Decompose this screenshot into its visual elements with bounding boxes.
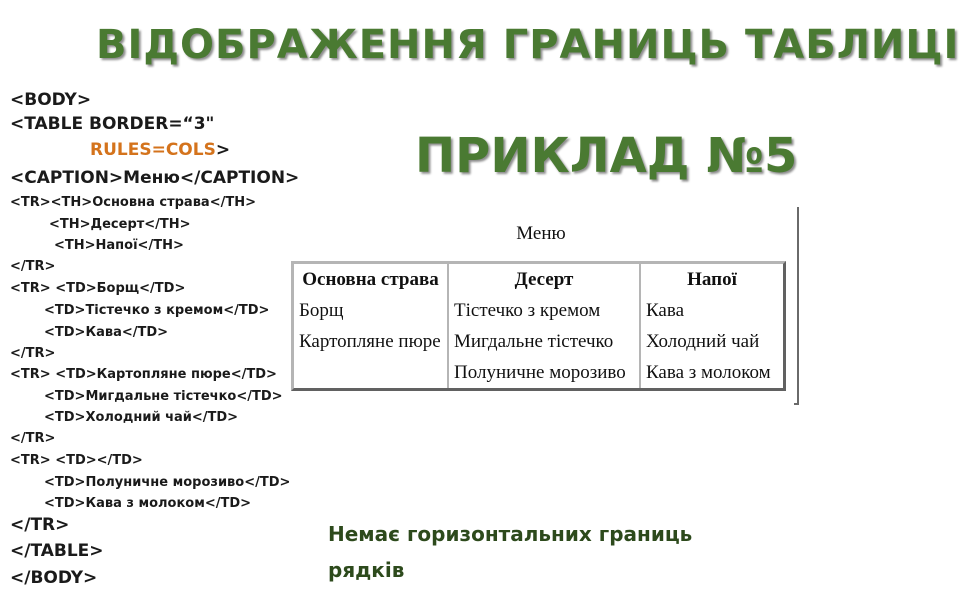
code-line: <TD>Тістечко з кремом</TD>	[44, 303, 270, 318]
code-line: </BODY>	[10, 568, 98, 588]
code-line: <TR> <TD>Борщ</TD>	[10, 281, 186, 296]
code-line: <TD>Полуничне морозиво</TD>	[44, 475, 291, 490]
code-line: <TD>Мигдальне тістечко</TD>	[44, 389, 283, 404]
table-row	[294, 357, 783, 388]
code-line: <TH>Напої</TH>	[54, 238, 184, 253]
column-header: Десерт	[449, 264, 641, 295]
code-line: <TR> <TD></TD>	[10, 453, 143, 468]
table-cell: Кава з молоком	[646, 361, 771, 383]
code-line: <TD>Холодний чай</TD>	[44, 410, 239, 425]
code-line: </TR>	[10, 346, 56, 361]
code-line: </TR>	[10, 515, 70, 535]
code-line: </TR>	[10, 431, 56, 446]
column-header: Напої	[687, 268, 737, 290]
slide-title: ВІДОБРАЖЕННЯ ГРАНИЦЬ ТАБЛИЦІ	[96, 22, 959, 68]
table-cell: Холодний чай	[646, 330, 760, 352]
code-line: <TH>Десерт</TH>	[49, 217, 191, 232]
table-cell: Кава	[646, 299, 685, 321]
code-line: <TABLE BORDER=“3"	[10, 114, 215, 134]
code-line: <TD>Кава</TD>	[44, 325, 169, 340]
code-bracket: >	[215, 140, 231, 160]
table-cell: Полуничне морозиво	[449, 357, 641, 388]
table-header-row	[294, 264, 783, 295]
table-cell: Мигдальне тістечко	[449, 326, 641, 357]
code-line	[90, 140, 230, 160]
menu-table	[291, 261, 786, 391]
table-row	[294, 295, 783, 326]
code-line: </TR>	[10, 259, 56, 274]
example-label: ПРИКЛАД №5	[415, 128, 798, 184]
code-line: </TABLE>	[10, 541, 104, 561]
code-line: <TD>Кава з молоком</TD>	[44, 496, 252, 511]
column-header: Основна страва	[294, 264, 449, 295]
code-line: <TR><TH>Основна страва</TH>	[10, 195, 256, 210]
table-caption: Меню	[516, 223, 566, 244]
table-row	[294, 326, 783, 357]
code-line: <BODY>	[10, 90, 92, 110]
table-cell: Борщ	[294, 295, 449, 326]
rendered-table-screenshot	[285, 207, 797, 403]
code-line: <TR> <TD>Картопляне пюре</TD>	[10, 367, 277, 382]
table-cell: Картопляне пюре	[294, 326, 449, 357]
code-line: <CAPTION>Меню</CAPTION>	[10, 168, 300, 188]
table-cell	[294, 357, 449, 388]
code-attr-rules: RULES=COLS	[90, 140, 216, 160]
table-cell: Тістечко з кремом	[449, 295, 641, 326]
note-text: Немає горизонтальних границь рядків	[328, 522, 693, 582]
